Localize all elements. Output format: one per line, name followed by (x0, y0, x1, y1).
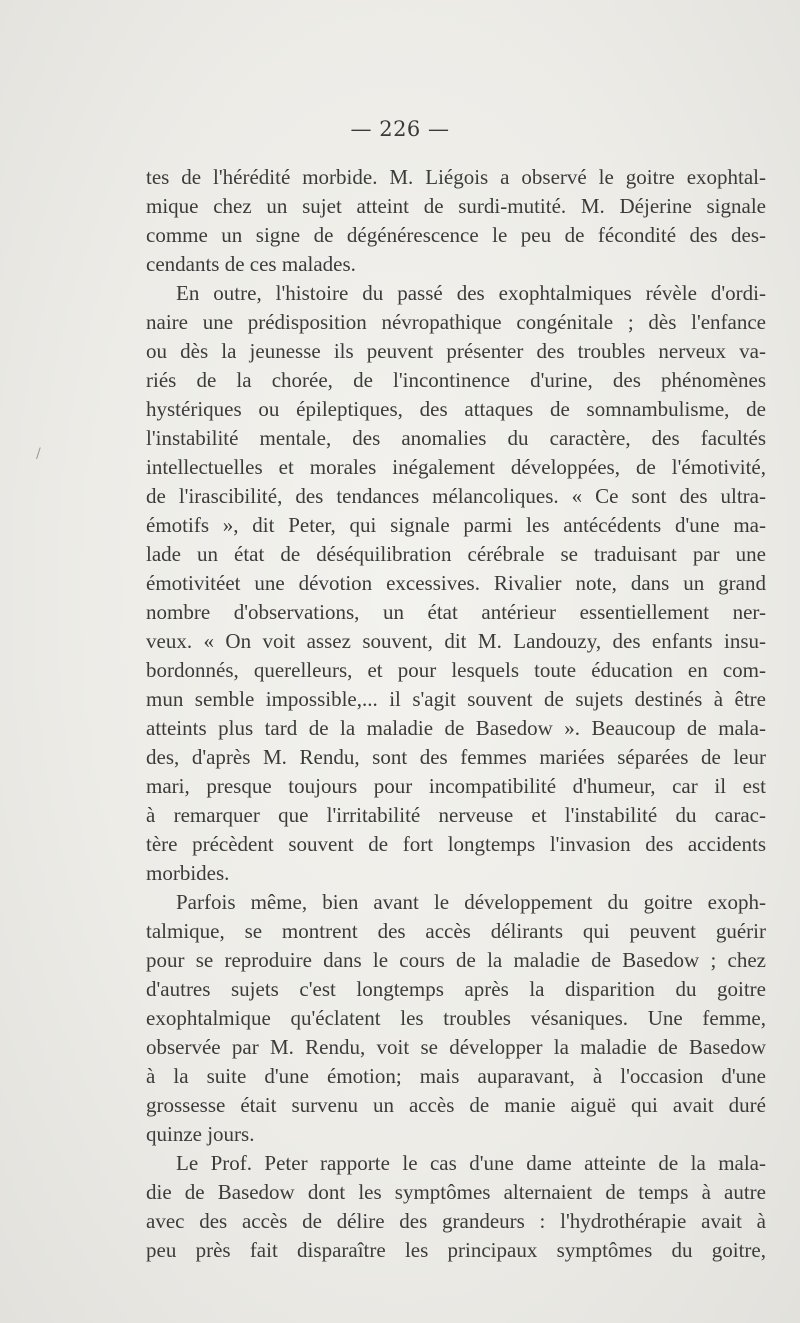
text-line: émotivitéet une dévotion excessives. Rivalier note, dans un grand (146, 571, 766, 595)
text-line: de l'irascibilité, des tendances mélancoliques. « Ce sont des ultra- (146, 484, 766, 508)
text-line: à la suite d'une émotion; mais auparavant, à l'occasion d'une (146, 1064, 766, 1088)
page-number: — 226 — (350, 117, 450, 141)
text-line: veux. « On voit assez souvent, dit M. Landouzy, des enfants insu- (146, 629, 766, 653)
margin-mark: / (36, 446, 41, 462)
text-line: Le Prof. Peter rapporte le cas d'une dame atteinte de la mala- (176, 1151, 766, 1175)
text-line: tes de l'hérédité morbide. M. Liégois a observé le goitre exophtal- (146, 165, 766, 189)
text-line: des, d'après M. Rendu, sont des femmes mariées séparées de leur (146, 745, 766, 769)
text-line: l'instabilité mentale, des anomalies du caractère, des facultés (146, 426, 766, 450)
text-line: comme un signe de dégénérescence le peu de fécondité des des- (146, 223, 766, 247)
text-line: Parfois même, bien avant le développement du goitre exoph- (176, 890, 766, 914)
text-line: d'autres sujets c'est longtemps après la disparition du goitre (146, 977, 766, 1001)
text-line: observée par M. Rendu, voit se développer la maladie de Basedow (146, 1035, 766, 1059)
text-line: morbides. (146, 861, 230, 885)
text-line: grossesse était survenu un accès de manie aiguë qui avait duré (146, 1093, 766, 1117)
text-line: die de Basedow dont les symptômes alternaient de temps à autre (146, 1180, 766, 1204)
text-line: pour se reproduire dans le cours de la maladie de Basedow ; chez (146, 948, 766, 972)
text-line: cendants de ces malades. (146, 252, 356, 276)
text-line: mun semble impossible,... il s'agit souvent de sujets destinés à être (146, 687, 766, 711)
text-line: intellectuelles et morales inégalement développées, de l'émotivité, (146, 455, 766, 479)
text-line: à remarquer que l'irritabilité nerveuse et l'instabilité du carac- (146, 803, 766, 827)
text-line: nombre d'observations, un état antérieur essentiellement ner- (146, 600, 766, 624)
text-line: ou dès la jeunesse ils peuvent présenter des troubles nerveux va- (146, 339, 766, 363)
text-line: mari, presque toujours pour incompatibilité d'humeur, car il est (146, 774, 766, 798)
text-line: tère précèdent souvent de fort longtemps l'invasion des accidents (146, 832, 766, 856)
text-line: peu près fait disparaître les principaux symptômes du goitre, (146, 1238, 766, 1262)
text-line: lade un état de déséquilibration cérébrale se traduisant par une (146, 542, 766, 566)
text-line: hystériques ou épileptiques, des attaques de somnambulisme, de (146, 397, 766, 421)
text-line: exophtalmique qu'éclatent les troubles vésaniques. Une femme, (146, 1006, 766, 1030)
text-line: bordonnés, querelleurs, et pour lesquels toute éducation en com- (146, 658, 766, 682)
text-line: quinze jours. (146, 1122, 255, 1146)
body-text (146, 163, 766, 1265)
text-line: mique chez un sujet atteint de surdi-mutité. M. Déjerine signale (146, 194, 766, 218)
text-line: atteints plus tard de la maladie de Basedow ». Beaucoup de mala- (146, 716, 766, 740)
text-line: riés de la chorée, de l'incontinence d'urine, des phénomènes (146, 368, 766, 392)
text-line: naire une prédisposition névropathique congénitale ; dès l'enfance (146, 310, 766, 334)
text-line: avec des accès de délire des grandeurs : l'hydrothérapie avait à (146, 1209, 766, 1233)
text-line: En outre, l'histoire du passé des exophtalmiques révèle d'ordi- (176, 281, 766, 305)
text-line: émotifs », dit Peter, qui signale parmi les antécédents d'une ma- (146, 513, 766, 537)
text-line: talmique, se montrent des accès délirants qui peuvent guérir (146, 919, 766, 943)
